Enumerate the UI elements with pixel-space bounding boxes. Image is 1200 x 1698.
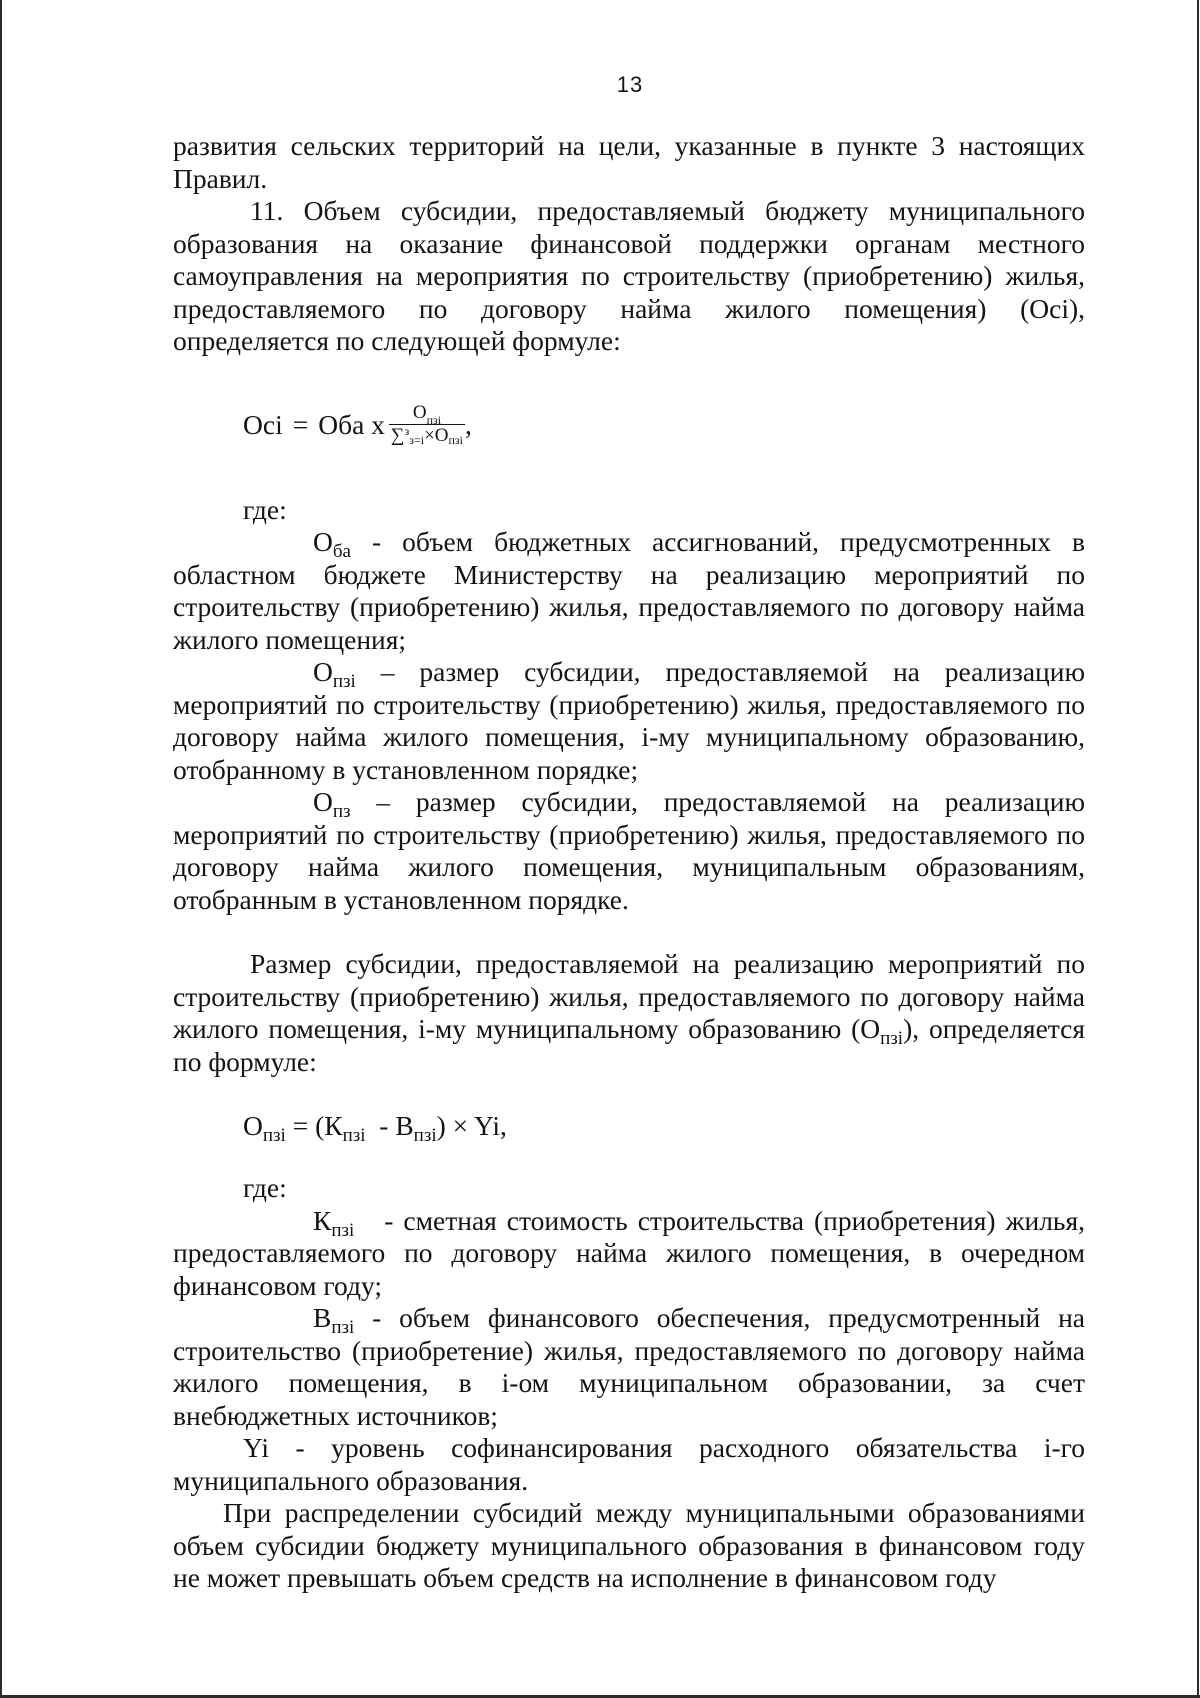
definition-v: $В_{пзi}$ - объем финансового обеспечения, предусмотренный на строительство (приобретение) жилья, предоставляемого по договору найма жилого помещения, в i-ом муниципальном образовании, за счет внебюджетных источников; xyxy=(173,1302,1085,1431)
formula-oba: Оба х xyxy=(318,408,385,440)
fraction-numerator: $О_{пзi}$ xyxy=(389,402,465,425)
term-opz: $О_{пз}$ xyxy=(313,786,351,822)
fraction-denominator: $\sum^з_{з=i}\times О_{пзi}$ xyxy=(390,424,463,447)
formula-lhs: Осi xyxy=(243,408,283,440)
formula-opzi: $О_{пзi} = (К_{пзi} - В_{пзi}) \times Yi$, xyxy=(243,1110,507,1146)
formula-osi xyxy=(173,390,1085,460)
where-label-2: где: xyxy=(243,1172,287,1203)
definition-opz: $О_{пз}$ – размер субсидии, предоставляемой на реализацию мероприятий по строительству (приобретению) жилья, предоставляемого по договору найма жилого помещения, муниципальным образованиям, отобранным в установленном порядке. xyxy=(173,786,1085,915)
scan-right-border xyxy=(1197,0,1199,1698)
definition-k: $К_{пзi}$ - сметная стоимость строительства (приобретения) жилья, предоставляемого по договору найма жилого помещения, в очередном финансовом году; xyxy=(173,1204,1092,1301)
where-label-1: где: xyxy=(243,493,287,525)
term-v: $В_{пзi}$ xyxy=(313,1302,355,1338)
paragraph-subsidy-size: Размер субсидии, предоставляемой на реализацию мероприятий по строительству (приобретению) жилья, предоставляемого по договору найма жилого помещения, i-му муниципальному образованию $(О_{пзi})$, определяется по формуле: xyxy=(173,948,1085,1077)
paragraph-continuation: развития сельских территорий на цели, указанные в пункте 3 настоящих Правил. xyxy=(173,130,1085,194)
paragraph-11: 11. Объем субсидии, предоставляемый бюджету муниципального образования на оказание финансовой поддержки органам местного самоуправления на мероприятия по строительству (приобретению) жилья, предоставляемого по договору найма жилого помещения) (Осi), определяется по следующей формуле: xyxy=(173,195,1085,356)
term-k: $К_{пзi}$ xyxy=(313,1204,355,1241)
definition-oba: $О_{ба}$ - объем бюджетных ассигнований, предусмотренных в областном бюджете Министерству на реализацию мероприятий по строительству (приобретению) жилья, предоставляемого по договору найма жилого помещения; xyxy=(173,526,1085,655)
formula-equals: = xyxy=(292,408,309,440)
definition-opzi: $О_{пзi}$ – размер субсидии, предоставляемой на реализацию мероприятий по строительству (приобретению) жилья, предоставляемого по договору найма жилого помещения, i-му муниципальному образованию, отобранному в установленном порядке; xyxy=(173,656,1085,785)
scan-left-border xyxy=(0,0,2,1698)
term-opzi: $О_{пзi}$ xyxy=(313,656,356,692)
paragraph-distribution: При распределении субсидий между муниципальными образованиями объем субсидии бюджету муниципального образования в финансовом году не может превышать объем средств на исполнение в финансовом году xyxy=(173,1497,1085,1593)
definition-y: Yi - уровень софинансирования расходного обязательства i-го муниципального образования. xyxy=(173,1432,1085,1496)
term-oba: $О_{ба}$ xyxy=(313,526,351,562)
page-number: 13 xyxy=(616,72,644,97)
document-body xyxy=(173,130,1092,1595)
formula-comma: , xyxy=(465,408,472,440)
formula-fraction xyxy=(389,402,465,447)
